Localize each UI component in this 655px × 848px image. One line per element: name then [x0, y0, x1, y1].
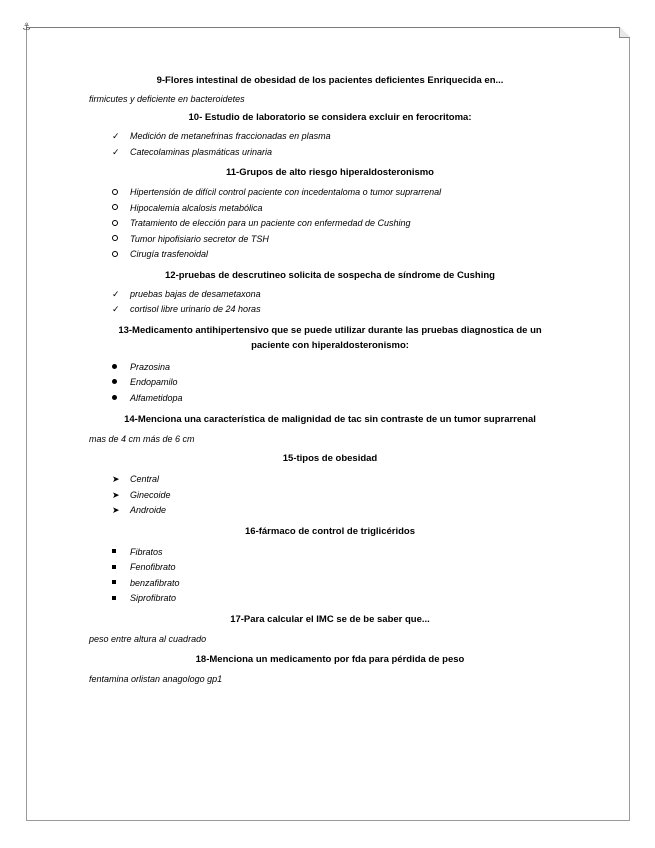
question-9-heading: 9-Flores intestinal de obesidad de los pacientes deficientes Enriquecida en... — [156, 75, 504, 86]
question-12-list — [90, 287, 570, 318]
checkmark-icon: ✓ — [112, 146, 120, 157]
list-item: Hipertensión de difícil control paciente con incedentaloma o tumor suprarrenal — [90, 185, 570, 201]
list-item: Fibratos — [90, 545, 570, 561]
list-item: Endopamilo — [90, 375, 570, 391]
list-item: Cirugía trasfenoidal — [90, 247, 570, 263]
list-item: Prazosina — [90, 360, 570, 376]
question-15-heading: 15-tipos de obesidad — [282, 453, 378, 464]
checkmark-icon: ✓ — [112, 304, 120, 314]
list-item: ✓ Catecolaminas plasmáticas urinaria — [90, 145, 570, 161]
question-16-heading: 16-fármaco de control de triglicéridos — [245, 525, 415, 537]
question-16-list — [90, 545, 570, 607]
bullet-icon — [112, 391, 124, 407]
list-item: Alfametidopa — [90, 391, 570, 407]
hollow-bullet-icon — [112, 216, 124, 232]
question-12-heading: 12-pruebas de descrutineo solicita de sospecha de síndrome de Cushing — [165, 269, 495, 281]
question-18-heading: 18-Menciona un medicamento por fda para pérdida de peso — [195, 653, 465, 665]
question-18-answer: fentamina orlistan anagologo gp1 — [89, 673, 223, 684]
list-item: ➤ Central — [90, 472, 570, 488]
question-11-heading: 11-Grupos de alto riesgo hiperaldosteronismo — [226, 167, 434, 178]
arrow-bullet-icon: ➤ — [112, 489, 120, 500]
list-item: Fenofibrato — [90, 560, 570, 576]
question-15-list — [90, 472, 570, 519]
question-17-answer: peso entre altura al cuadrado — [89, 633, 207, 644]
hollow-bullet-icon — [112, 185, 124, 201]
question-17-heading: 17-Para calcular el IMC se de be saber que... — [230, 613, 430, 625]
document-body — [90, 73, 570, 686]
question-11-list — [90, 185, 570, 263]
list-item: ➤ Androide — [90, 503, 570, 519]
square-bullet-icon — [112, 560, 124, 576]
square-bullet-icon — [112, 591, 124, 607]
page-corner-fold — [619, 27, 630, 38]
list-item: Tumor hipofisiario secretor de TSH — [90, 232, 570, 248]
list-item: Siprofibrato — [90, 591, 570, 607]
checkmark-icon: ✓ — [112, 288, 120, 299]
list-item: ➤ Ginecoide — [90, 488, 570, 504]
hollow-bullet-icon — [112, 232, 124, 248]
question-10-heading: 10- Estudio de laboratorio se considera excluir en ferocritoma: — [188, 112, 472, 123]
list-item: Tratamiento de elección para un paciente con enfermedad de Cushing — [90, 216, 570, 232]
list-item: ✓ cortisol libre urinario de 24 horas — [90, 302, 570, 318]
list-item: Hipocalemia alcalosis metabólica — [90, 201, 570, 217]
hollow-bullet-icon — [112, 201, 124, 217]
arrow-bullet-icon: ➤ — [112, 505, 120, 515]
question-10-list — [90, 129, 570, 160]
hollow-bullet-icon — [112, 247, 124, 263]
question-14-answer: mas de 4 cm más de 6 cm — [89, 434, 195, 444]
paragraph-anchor-icon: ⚓ — [22, 22, 31, 33]
question-13-list — [90, 360, 570, 407]
list-item: benzafibrato — [90, 576, 570, 592]
question-14-heading: 14-Menciona una característica de malignidad de tac sin contraste de un tumor suprarrenal — [124, 414, 536, 425]
square-bullet-icon — [112, 576, 124, 592]
arrow-bullet-icon: ➤ — [112, 474, 120, 484]
list-item: ✓ pruebas bajas de desametaxona — [90, 287, 570, 303]
square-bullet-icon — [112, 545, 124, 561]
list-item: ✓ Medición de metanefrinas fraccionadas en plasma — [90, 129, 570, 145]
checkmark-icon: ✓ — [112, 131, 120, 141]
question-13-heading: 13-Medicamento antihipertensivo que se puede utilizar durante las pruebas diagnostica de un paciente con hiperaldosteronismo: — [118, 324, 542, 351]
bullet-icon — [112, 360, 124, 376]
question-9-answer: firmicutes y deficiente en bacteroidetes — [89, 94, 245, 104]
bullet-icon — [112, 375, 124, 391]
